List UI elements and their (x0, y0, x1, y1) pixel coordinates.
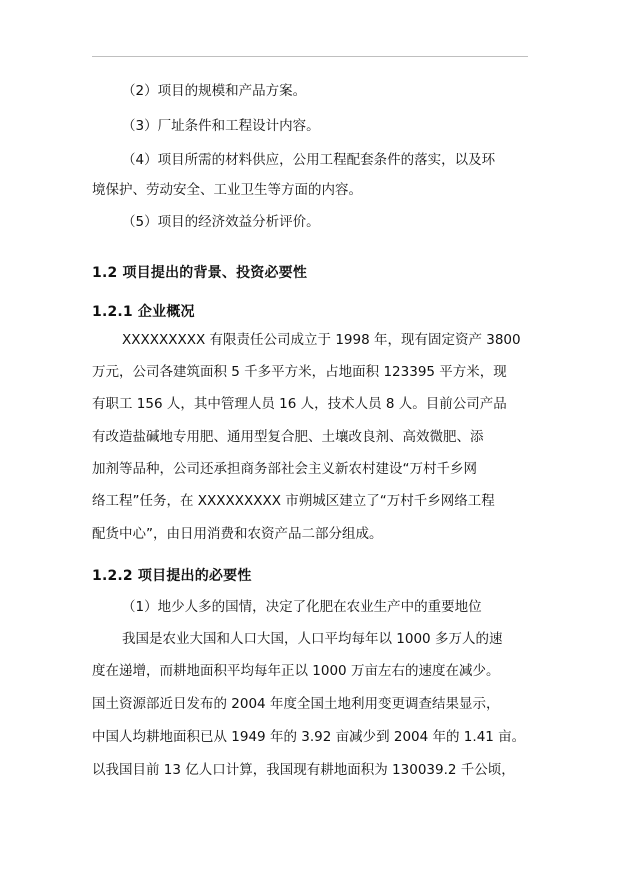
list-item-2: （2）项目的规模和产品方案。 (122, 83, 307, 99)
section-heading-1-2: 1.2 项目提出的背景、投资必要性 (92, 265, 308, 281)
list-item-4-continued: 境保护、劳动安全、工业卫生等方面的内容。 (92, 182, 362, 198)
paragraph-line: 国土资源部近日发布的 2004 年度全国土地利用变更调查结果显示， (92, 696, 500, 712)
paragraph-line: 有改造盐碱地专用肥、通用型复合肥、土壤改良剂、高效微肥、添 (92, 429, 484, 445)
paragraph-line: 加剂等品种，公司还承担商务部社会主义新农村建设“万村千乡网 (92, 461, 477, 477)
list-item-4: （4）项目所需的材料供应，公用工程配套条件的落实，以及环 (122, 152, 496, 168)
paragraph-line: 我国是农业大国和人口大国，人口平均每年以 1000 多万人的速 (122, 631, 503, 647)
paragraph-line: XXXXXXXXX 有限责任公司成立于 1998 年，现有固定资产 3800 (122, 332, 521, 348)
paragraph-line: 中国人均耕地面积已从 1949 年的 3.92 亩减少到 2004 年的 1.41 亩。 (92, 729, 526, 745)
list-item-5: （5）项目的经济效益分析评价。 (122, 214, 320, 230)
paragraph-line: 络工程”任务，在 XXXXXXXXX 市朔城区建立了“万村千乡网络工程 (92, 493, 495, 509)
subheading: （1）地少人多的国情，决定了化肥在农业生产中的重要地位 (122, 599, 482, 615)
paragraph-line: 有职工 156 人，其中管理人员 16 人，技术人员 8 人。目前公司产品 (92, 396, 507, 412)
list-item-3: （3）厂址条件和工程设计内容。 (122, 118, 320, 134)
header-rule (92, 56, 528, 57)
paragraph-line: 万元，公司各建筑面积 5 千多平方米，占地面积 123395 平方米，现 (92, 364, 507, 380)
section-heading-1-2-2: 1.2.2 项目提出的必要性 (92, 568, 252, 584)
paragraph-line: 配货中心”，由日用消费和农资产品二部分组成。 (92, 526, 383, 542)
paragraph-line: 度在递增，而耕地面积平均每年正以 1000 万亩左右的速度在减少。 (92, 663, 500, 679)
section-heading-1-2-1: 1.2.1 企业概况 (92, 304, 195, 320)
paragraph-line: 以我国目前 13 亿人口计算，我国现有耕地面积为 130039.2 千公顷， (92, 762, 515, 778)
